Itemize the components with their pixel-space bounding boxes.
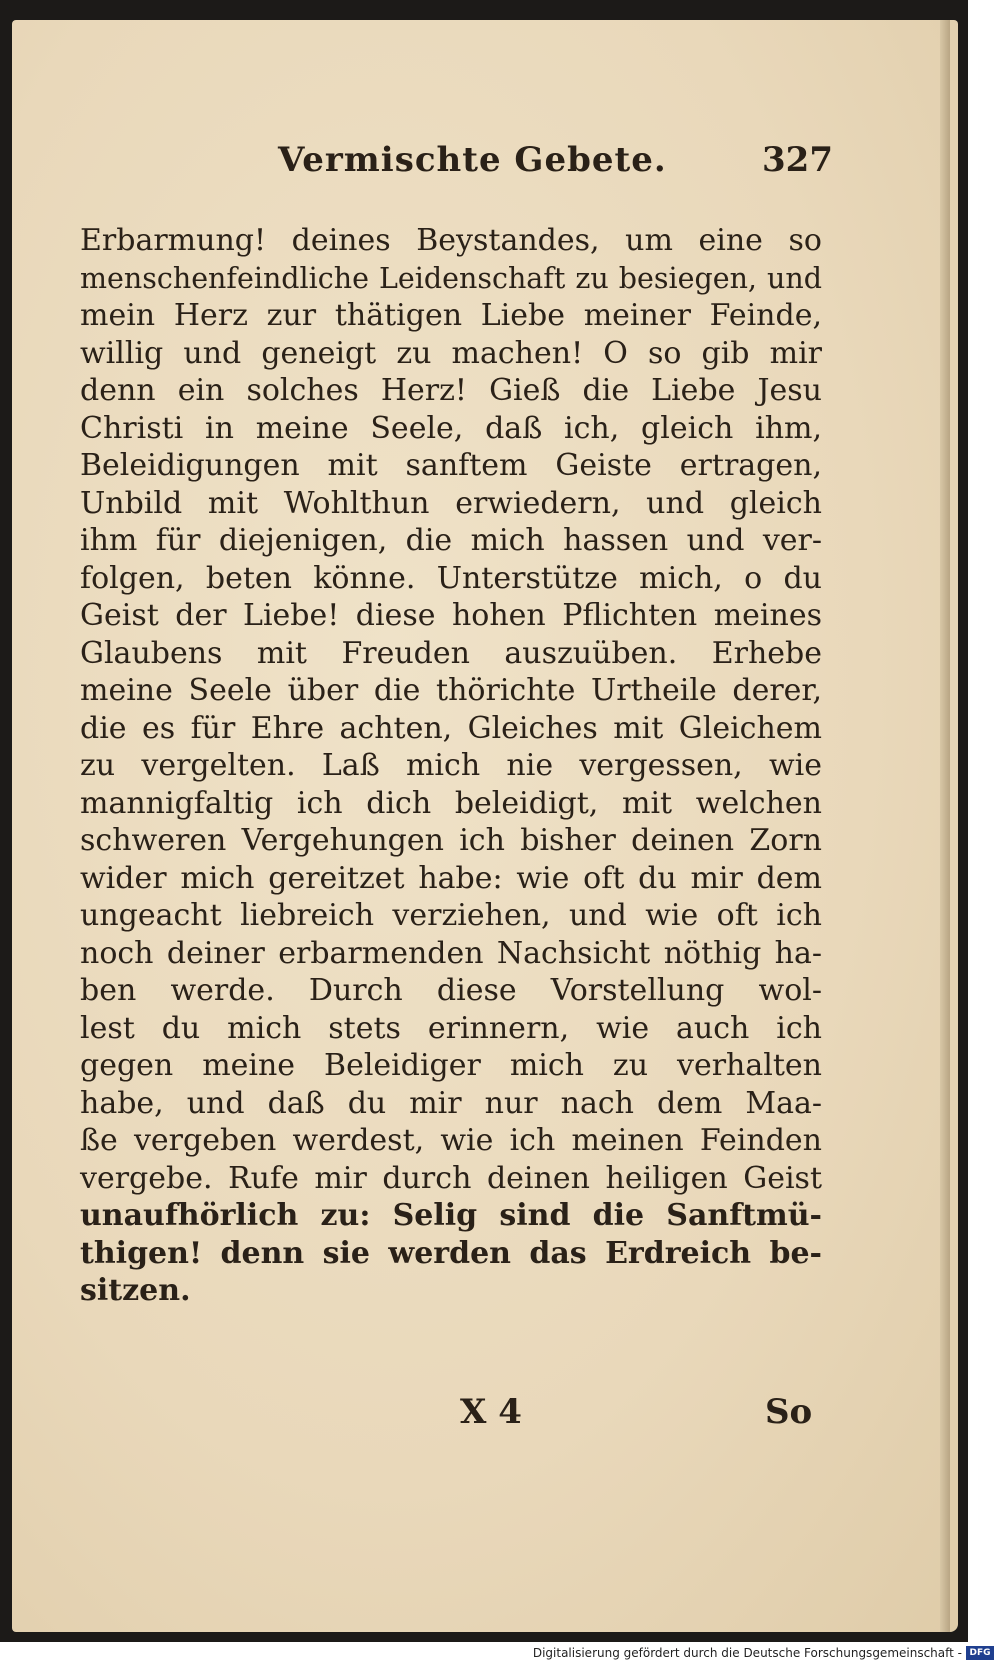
text-line: noch deiner erbarmenden Nachsicht nöthig ha- bbox=[80, 935, 822, 971]
text-line: meine Seele über die thörichte Urtheile derer, bbox=[80, 673, 822, 708]
body-text bbox=[80, 222, 822, 1310]
dfg-logo-icon: DFG bbox=[966, 1646, 994, 1660]
text-line: thigen! denn sie werden das Erdreich be- bbox=[80, 1235, 822, 1271]
text-line: Christi in meine Seele, daß ich, gleich ihm, bbox=[80, 410, 822, 446]
text-line: Erbarmung! deines Beystandes, um eine so bbox=[80, 223, 822, 258]
text-line: schweren Vergehungen ich bisher deinen Zorn bbox=[80, 823, 822, 858]
text-line: sitzen. bbox=[80, 1273, 191, 1308]
text-line: unaufhörlich zu: Selig sind die Sanftmü- bbox=[80, 1198, 822, 1233]
text-line: mein Herz zur thätigen Liebe meiner Feinde, bbox=[80, 298, 822, 333]
text-line: folgen, beten könne. Unterstütze mich, o du bbox=[80, 560, 822, 596]
text-line: habe, und daß du mir nur nach dem Maa- bbox=[80, 1085, 822, 1121]
text-line: Unbild mit Wohlthun erwiedern, und gleich bbox=[80, 485, 822, 521]
text-line: Beleidigungen mit sanftem Geiste ertragen, bbox=[80, 448, 822, 483]
signature-mark: X 4 bbox=[460, 1392, 522, 1432]
text-line: wider mich gereitzet habe: wie oft du mir dem bbox=[80, 860, 822, 896]
page-footer bbox=[0, 1392, 968, 1442]
text-line: ben werde. Durch diese Vorstellung wol- bbox=[80, 973, 822, 1008]
running-head: Vermischte Gebete. bbox=[278, 140, 667, 180]
text-line: Geist der Liebe! diese hohen Pflichten meines bbox=[80, 598, 822, 633]
text-line: ihm für diejenigen, die mich hassen und ver- bbox=[80, 523, 822, 558]
text-line: die es für Ehre achten, Gleiches mit Gleichem bbox=[80, 710, 822, 746]
credit-text: Digitalisierung gefördert durch die Deutsche Forschungsgemeinschaft - bbox=[532, 1646, 962, 1660]
page-edge bbox=[940, 20, 950, 1632]
text-line: gegen meine Beleidiger mich zu verhalten bbox=[80, 1048, 822, 1083]
catchword: So bbox=[765, 1392, 813, 1432]
text-line: ungeacht liebreich verziehen, und wie oft ich bbox=[80, 898, 822, 933]
text-line: menschenfeindliche Leidenschaft zu besiegen, und bbox=[80, 261, 822, 295]
text-line: denn ein solches Herz! Gieß die Liebe Jesu bbox=[80, 373, 822, 408]
text-line: zu vergelten. Laß mich nie vergessen, wie bbox=[80, 748, 822, 783]
page-header bbox=[0, 140, 968, 200]
credit-bar bbox=[0, 1642, 1000, 1668]
text-line: vergebe. Rufe mir durch deinen heiligen Geist bbox=[80, 1160, 822, 1196]
text-line: willig und geneigt zu machen! O so gib mir bbox=[80, 335, 822, 371]
page-number: 327 bbox=[762, 140, 833, 180]
text-line: mannigfaltig ich dich beleidigt, mit welchen bbox=[80, 785, 822, 821]
text-line: Glaubens mit Freuden auszuüben. Erhebe bbox=[80, 635, 822, 671]
text-line: ße vergeben werdest, wie ich meinen Feinden bbox=[80, 1123, 822, 1158]
text-line: lest du mich stets erinnern, wie auch ich bbox=[80, 1010, 822, 1046]
